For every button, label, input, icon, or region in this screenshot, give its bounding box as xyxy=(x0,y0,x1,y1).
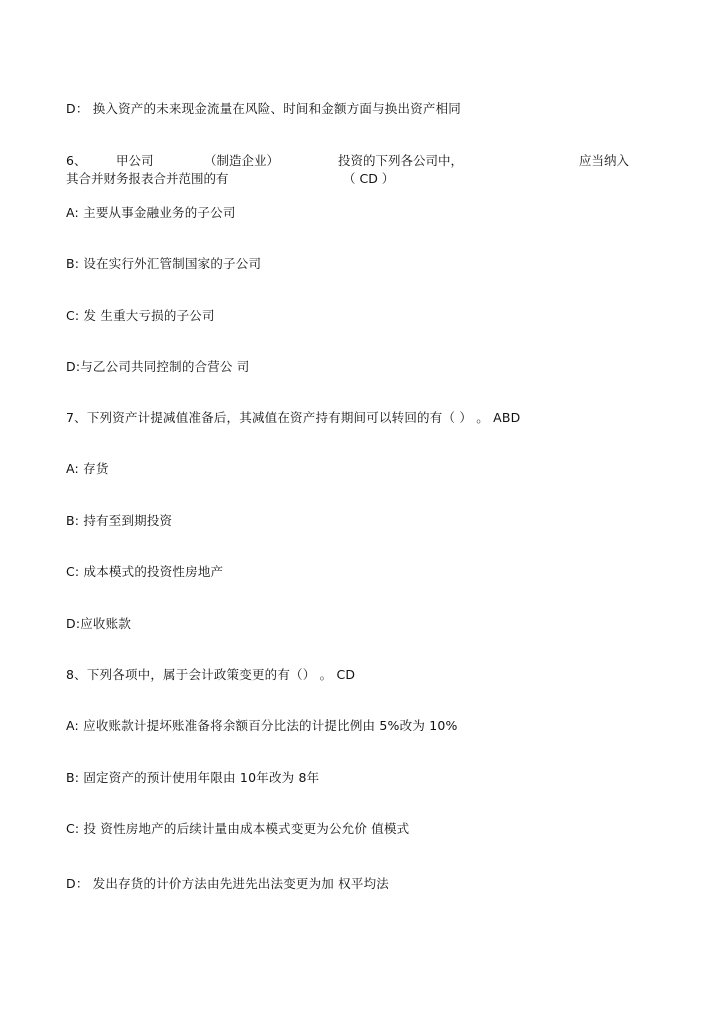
q7-option-c: C: 成本模式的投资性房地产 xyxy=(66,564,224,579)
question-6-number: 6、 xyxy=(66,153,87,168)
question-6-line2: 其合并财务报表合并范围的有 xyxy=(66,171,229,186)
question-6-part2: （制造企业） xyxy=(204,153,280,168)
q6-option-b: B: 设在实行外汇管制国家的子公司 xyxy=(66,256,262,271)
question-6-answer: （ CD ） xyxy=(343,171,395,186)
q8-option-a: A: 应收账款计提坏账准备将余额百分比法的计提比例由 5%改为 10% xyxy=(66,718,458,733)
option-d-prev: D： 换入资产的未来现金流量在风险、时间和金额方面与换出资产相同 xyxy=(66,101,461,116)
q7-option-d: D:应收账款 xyxy=(66,616,132,631)
q7-option-b: B: 持有至到期投资 xyxy=(66,513,173,528)
q8-option-d: D： 发出存货的计价方法由先进先出法变更为加 权平均法 xyxy=(66,876,389,891)
q8-option-b: B: 固定资产的预计使用年限由 10年改为 8年 xyxy=(66,770,320,785)
question-8: 8、下列各项中，属于会计政策变更的有（） 。 CD xyxy=(66,667,356,682)
q6-option-a: A: 主要从事金融业务的子公司 xyxy=(66,205,236,220)
question-6-part4: 应当纳入 xyxy=(579,153,630,168)
q7-option-a: A: 存货 xyxy=(66,461,109,476)
question-6-part1: 甲公司 xyxy=(116,153,154,168)
q6-option-d: D:与乙公司共同控制的合营公 司 xyxy=(66,359,250,374)
question-6 xyxy=(66,153,636,189)
q8-option-c: C: 投 资性房地产的后续计量由成本模式变更为公允价 值模式 xyxy=(66,821,410,836)
question-7: 7、下列资产计提减值准备后，其减值在资产持有期间可以转回的有（ ） 。 ABD xyxy=(66,410,521,425)
q6-option-c: C: 发 生重大亏损的子公司 xyxy=(66,308,215,323)
question-6-part3: 投资的下列各公司中， xyxy=(338,153,464,168)
